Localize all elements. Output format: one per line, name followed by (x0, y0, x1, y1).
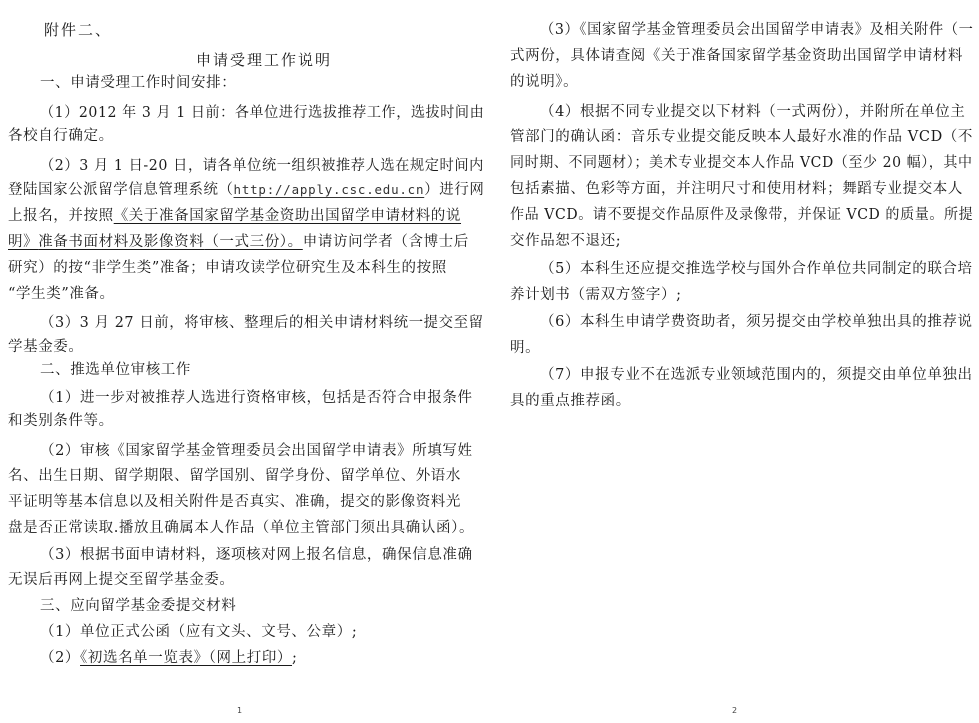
paragraph-line: 的说明》。 (510, 74, 579, 90)
paragraph-line: 式两份，具体请查阅《关于准备国家留学基金资助出国留学申请材料 (510, 48, 963, 64)
paragraph-line: 养计划书（需双方签字）; (510, 287, 682, 303)
text-span: 申请访问学者（含博士后 (302, 234, 469, 250)
referenced-document-title: 明》 (8, 234, 39, 250)
paragraph-line: 无误后再网上提交至留学基金委。 (8, 572, 235, 588)
page-number: 2 (732, 706, 738, 715)
paragraph-line: 具的重点推荐函。 (510, 393, 631, 409)
paragraph-line: （4）根据不同专业提交以下材料（一式两份），并附所在单位主 (540, 104, 966, 120)
paragraph-line (40, 648, 298, 668)
paragraph-line: 包括素描、色彩等方面，并注明尺寸和使用材料；舞蹈专业提交本人 (510, 181, 963, 197)
system-url-link[interactable]: http://apply.csc.edu.cn (233, 182, 425, 197)
paragraph-line: （3）根据书面申请材料，逐项核对网上报名信息，确保信息准确 (40, 547, 473, 563)
section-heading-2: 二、推选单位审核工作 (40, 362, 191, 378)
page-number: 1 (237, 706, 243, 715)
paragraph-line: 研究）的按“非学生类”准备；申请攻读学位研究生及本科生的按照 (8, 260, 447, 276)
text-span: ; (292, 650, 298, 666)
paragraph-line (8, 180, 484, 200)
paragraph-line: 管部门的确认函：音乐专业提交能反映本人最好水准的作品 VCD（不 (510, 129, 973, 145)
text-span: 准备书面材料及影像资料 (38, 234, 205, 250)
section-heading-1: 一、申请受理工作时间安排： (40, 75, 237, 91)
referenced-document-title: 《初选名单一览表》（网上打印） (80, 650, 293, 666)
text-span: 上报名，并按照 (8, 208, 114, 224)
paragraph-line: 作品 VCD。请不要提交作品原件及录像带，并保证 VCD 的质量。所提 (510, 207, 974, 223)
section-heading-3: 三、应向留学基金委提交材料 (40, 598, 237, 614)
text-span: 登陆国家公派留学信息管理系统（ (8, 182, 234, 198)
paragraph-line: （1）单位正式公函（应有文头、文号、公章）; (40, 624, 358, 640)
paragraph-line: （3）3 月 27 日前，将审核、整理后的相关申请材料统一提交至留 (40, 315, 484, 331)
paragraph-line: （1）进一步对被推荐人选进行资格审核，包括是否符合申报条件 (40, 390, 473, 406)
paragraph-line: （6）本科生申请学费资助者，须另提交由学校单独出具的推荐说 (540, 314, 973, 330)
paragraph-line: 同时期、不同题材）；美术专业提交本人作品 VCD（至少 20 幅），其中 (510, 155, 973, 171)
annex-label: 附件二、 (44, 21, 113, 39)
paragraph-line: （1）2012 年 3 月 1 日前：各单位进行选拔推荐工作，选拔时间由 (40, 105, 485, 121)
paragraph-line (8, 232, 469, 252)
paragraph-line: （5）本科生还应提交推选学校与国外合作单位共同制定的联合培 (540, 261, 973, 277)
paragraph-line: （7）申报专业不在选派专业领域范围内的，须提交由单位单独出 (540, 367, 973, 383)
paragraph-line: 名、出生日期、留学期限、留学国别、留学身份、留学单位、外语水 (8, 468, 461, 484)
paragraph-line: （2）3 月 1 日-20 日，请各单位统一组织被推荐人选在规定时间内 (40, 158, 484, 174)
text-span: ）进行网 (424, 182, 485, 198)
paragraph-line: 盘是否正常读取.播放且确属本人作品（单位主管部门须出具确认函）。 (8, 520, 475, 536)
referenced-document-title: 《关于准备国家留学基金资助出国留学申请材料的说 (113, 208, 462, 224)
paragraph-line: 和类别条件等。 (8, 413, 114, 429)
paragraph-line: “学生类”准备。 (8, 286, 115, 302)
paragraph-line (8, 206, 461, 226)
paragraph-line: （2）审核《国家留学基金管理委员会出国留学申请表》所填写姓 (40, 443, 473, 459)
text-span: （2） (40, 650, 81, 666)
paragraph-line: 平证明等基本信息以及相关附件是否真实、准确，提交的影像资料光 (8, 494, 461, 510)
text-span: （一式三份）。 (204, 234, 303, 250)
paragraph-line: 各校自行确定。 (8, 128, 114, 144)
document-title: 申请受理工作说明 (196, 51, 333, 69)
paragraph-line: 明。 (510, 340, 541, 356)
paragraph-line: （3）《国家留学基金管理委员会出国留学申请表》及相关附件（一 (540, 22, 974, 38)
paragraph-line: 交作品恕不退还; (510, 233, 622, 249)
paragraph-line: 学基金委。 (8, 339, 84, 355)
document-page-2 (490, 0, 979, 723)
